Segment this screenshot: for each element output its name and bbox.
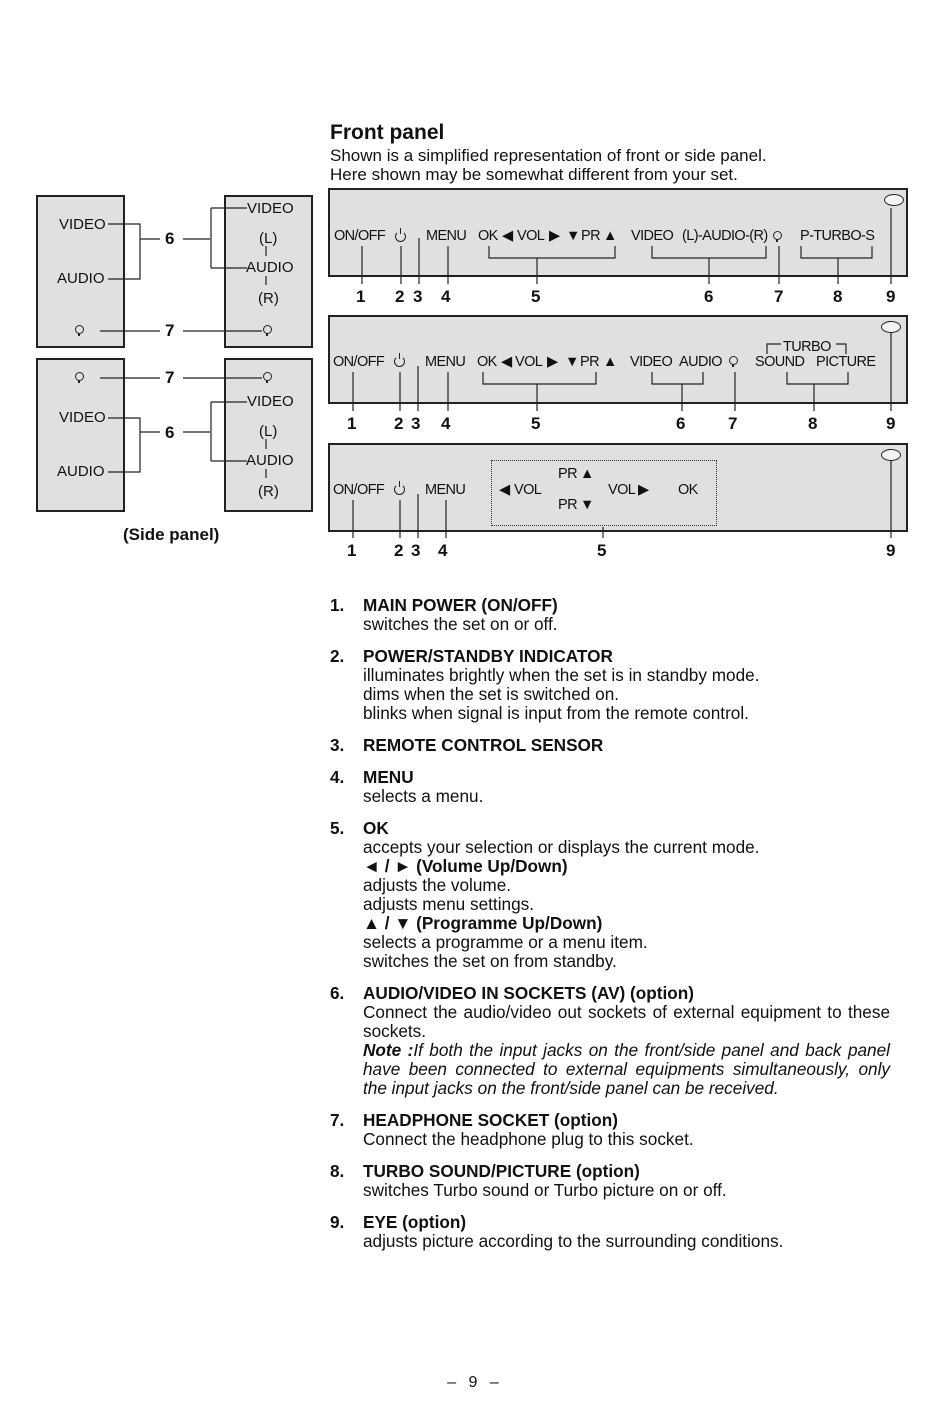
power-icon — [395, 231, 406, 242]
pr-label: PR — [558, 466, 577, 482]
item-number: 2. — [330, 646, 345, 666]
list-item — [330, 1162, 890, 1200]
item-text: selects a programme or a menu item. — [363, 932, 648, 952]
vol-right-icon: ▶ — [547, 354, 558, 370]
side-l-label: (L) — [259, 423, 278, 440]
list-item — [330, 819, 890, 971]
callout-7: 7 — [774, 287, 784, 306]
list-item — [330, 768, 890, 806]
item-heading: OK — [363, 818, 389, 838]
callout-7: 7 — [165, 321, 175, 340]
callout-9: 9 — [886, 414, 896, 433]
vol-left-icon: ◀ — [501, 354, 512, 370]
list-item — [330, 984, 890, 1098]
item-note — [363, 1041, 890, 1098]
menu-label: MENU — [426, 228, 467, 244]
power-icon — [394, 356, 405, 367]
side-r-label: (R) — [258, 290, 279, 307]
item-number: 7. — [330, 1110, 345, 1130]
callout-4: 4 — [441, 414, 451, 433]
sound-label: SOUND — [755, 354, 805, 370]
item-heading: MAIN POWER (ON/OFF) — [363, 595, 558, 615]
page-title: Front panel — [330, 121, 445, 144]
list-item — [330, 647, 890, 723]
headphone-icon — [75, 372, 84, 381]
item-text: switches Turbo sound or Turbo picture on or off. — [363, 1180, 727, 1200]
turbo-label: TURBO — [783, 339, 831, 355]
callout-6: 6 — [704, 287, 714, 306]
callout-6: 6 — [165, 423, 175, 442]
pr-label: PR — [581, 228, 600, 244]
item-text: accepts your selection or displays the current mode. — [363, 837, 760, 857]
callout-1: 1 — [356, 287, 366, 306]
vol-right-icon: ▶ — [638, 482, 649, 498]
intro-text — [330, 146, 767, 184]
pr-label: PR — [558, 497, 577, 513]
item-heading: HEADPHONE SOCKET (option) — [363, 1110, 618, 1130]
item-text: blinks when signal is input from the remote control. — [363, 703, 749, 723]
pr-label: PR — [580, 354, 599, 370]
menu-label: MENU — [425, 482, 466, 498]
callout-1: 1 — [347, 541, 357, 560]
item-subheading: ◄ / ► (Volume Up/Down) — [363, 856, 568, 876]
item-text: Connect the audio/video out sockets of external equipment to these sockets. — [363, 1002, 890, 1041]
item-number: 9. — [330, 1212, 345, 1232]
page-number: – 9 – — [447, 1374, 503, 1391]
headphone-icon — [75, 325, 84, 334]
vol-label: VOL — [517, 228, 545, 244]
vol-label: VOL — [514, 482, 542, 498]
eye-sensor-icon — [881, 321, 901, 333]
side-video-label: VIDEO — [59, 216, 106, 233]
list-item — [330, 1111, 890, 1149]
callout-1: 1 — [347, 414, 357, 433]
item-text: adjusts picture according to the surrounding conditions. — [363, 1231, 784, 1251]
eye-sensor-icon — [881, 449, 901, 461]
note-label: Note : — [363, 1040, 414, 1060]
callout-2: 2 — [394, 414, 404, 433]
callout-4: 4 — [441, 287, 451, 306]
item-number: 4. — [330, 767, 345, 787]
item-subheading: ▲ / ▼ (Programme Up/Down) — [363, 913, 603, 933]
item-text: dims when the set is switched on. — [363, 684, 620, 704]
callout-8: 8 — [833, 287, 843, 306]
side-audio-label: AUDIO — [246, 259, 294, 276]
headphone-icon — [263, 372, 272, 381]
pr-down-icon: ▼ — [565, 354, 579, 370]
item-heading: POWER/STANDBY INDICATOR — [363, 646, 613, 666]
power-icon — [394, 484, 405, 495]
pr-down-icon: ▼ — [580, 497, 594, 513]
callout-3: 3 — [411, 541, 421, 560]
item-text: adjusts menu settings. — [363, 894, 535, 914]
vol-label: VOL — [608, 482, 636, 498]
side-video-label: VIDEO — [247, 393, 294, 410]
callout-9: 9 — [886, 541, 896, 560]
pr-up-icon: ▲ — [603, 354, 617, 370]
vol-left-icon: ◀ — [502, 228, 513, 244]
callout-2: 2 — [395, 287, 405, 306]
list-item — [330, 1213, 890, 1251]
pr-up-icon: ▲ — [580, 466, 594, 482]
callout-5: 5 — [597, 541, 607, 560]
video-label: VIDEO — [631, 228, 674, 244]
ok-label: OK — [477, 354, 497, 370]
side-audio-label: AUDIO — [246, 452, 294, 469]
callout-7: 7 — [165, 368, 175, 387]
vol-left-icon: ◀ — [499, 482, 510, 498]
item-number: 1. — [330, 595, 345, 615]
callout-5: 5 — [531, 287, 541, 306]
item-heading: MENU — [363, 767, 414, 787]
item-number: 8. — [330, 1161, 345, 1181]
picture-label: PICTURE — [816, 354, 876, 370]
list-item — [330, 736, 890, 755]
ok-label: OK — [478, 228, 498, 244]
audio-label: AUDIO — [679, 354, 722, 370]
side-audio-label: AUDIO — [57, 270, 105, 287]
callout-2: 2 — [394, 541, 404, 560]
onoff-label: ON/OFF — [333, 354, 385, 370]
item-heading: AUDIO/VIDEO IN SOCKETS (AV) (option) — [363, 983, 695, 1003]
onoff-label: ON/OFF — [333, 482, 385, 498]
callout-3: 3 — [411, 414, 421, 433]
side-r-label: (R) — [258, 483, 279, 500]
side-video-label: VIDEO — [59, 409, 106, 426]
side-audio-label: AUDIO — [57, 463, 105, 480]
video-label: VIDEO — [630, 354, 673, 370]
callout-4: 4 — [438, 541, 448, 560]
vol-label: VOL — [515, 354, 543, 370]
audio-lr-label: (L)-AUDIO-(R) — [682, 228, 768, 244]
headphone-icon — [729, 356, 738, 365]
callout-6: 6 — [676, 414, 686, 433]
intro-line: Shown is a simplified representation of front or side panel. — [330, 146, 767, 165]
item-number: 6. — [330, 983, 345, 1003]
headphone-icon — [263, 325, 272, 334]
note-text: If both the input jacks on the front/side panel and back panel have been connected to external equipments simultaneously, only the input jacks on the front/side panel can be received. — [363, 1040, 890, 1098]
side-l-label: (L) — [259, 230, 278, 247]
intro-line: Here shown may be somewhat different from your set. — [330, 165, 738, 184]
callout-5: 5 — [531, 414, 541, 433]
pr-down-icon: ▼ — [566, 228, 580, 244]
vol-right-icon: ▶ — [549, 228, 560, 244]
item-text: selects a menu. — [363, 786, 484, 806]
side-panel-box-b-left — [36, 358, 125, 512]
menu-label: MENU — [425, 354, 466, 370]
callout-6: 6 — [165, 229, 175, 248]
pr-up-icon: ▲ — [603, 228, 617, 244]
onoff-label: ON/OFF — [334, 228, 386, 244]
item-text: illuminates brightly when the set is in standby mode. — [363, 665, 760, 685]
list-item — [330, 596, 890, 634]
eye-sensor-icon — [884, 194, 904, 206]
callout-9: 9 — [886, 287, 896, 306]
ok-label: OK — [678, 482, 698, 498]
item-text: switches the set on or off. — [363, 614, 558, 634]
side-video-label: VIDEO — [247, 200, 294, 217]
item-text: adjusts the volume. — [363, 875, 512, 895]
item-text: switches the set on from standby. — [363, 951, 617, 971]
item-heading: EYE (option) — [363, 1212, 467, 1232]
item-text: Connect the headphone plug to this socket. — [363, 1129, 694, 1149]
item-heading: REMOTE CONTROL SENSOR — [363, 735, 604, 755]
callout-8: 8 — [808, 414, 818, 433]
headphone-icon — [773, 231, 782, 240]
side-panel-caption: (Side panel) — [123, 525, 220, 544]
pturbo-label: P-TURBO-S — [800, 228, 875, 244]
item-number: 3. — [330, 735, 345, 755]
callout-3: 3 — [413, 287, 423, 306]
callout-7: 7 — [728, 414, 738, 433]
descriptions-list — [330, 596, 890, 1264]
item-number: 5. — [330, 818, 345, 838]
item-heading: TURBO SOUND/PICTURE (option) — [363, 1161, 640, 1181]
